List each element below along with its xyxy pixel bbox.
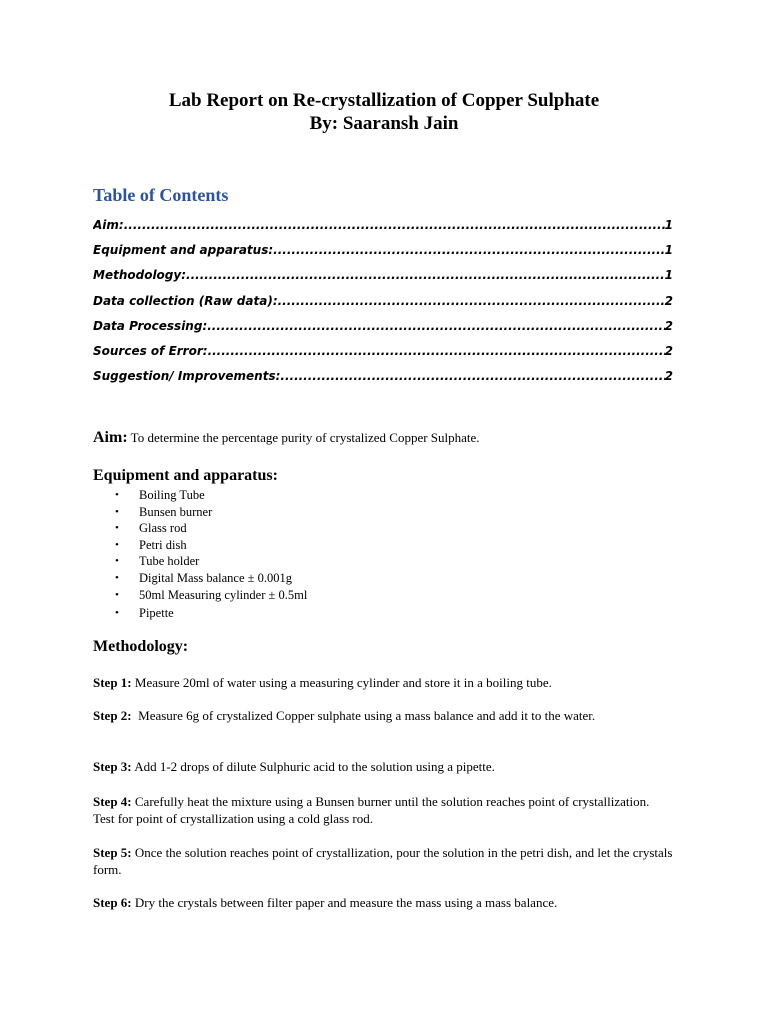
toc-entry-label: Sources of Error: — [93, 343, 208, 358]
equipment-item-label: Digital Mass balance ± 0.001g — [139, 570, 293, 585]
equipment-item — [93, 605, 307, 622]
equipment-item — [93, 504, 307, 521]
step-text: Measure 20ml of water using a measuring cylinder and store it in a boiling tube. — [134, 675, 552, 690]
equipment-item — [93, 570, 307, 587]
bullet-icon: • — [115, 538, 119, 551]
toc-entry[interactable] — [93, 241, 673, 266]
step-text: Measure 6g of crystalized Copper sulphate using a mass balance and add it to the water. — [138, 708, 596, 723]
bullet-icon: • — [115, 505, 119, 518]
toc-entry[interactable] — [93, 317, 673, 342]
step-label: Step 2: — [93, 708, 132, 723]
step-text: Carefully heat the mixture using a Bunsen burner until the solution reaches point of crystallization. Test for point of crystallization using a cold glass rod. — [93, 794, 650, 826]
equipment-item-label: Boiling Tube — [139, 488, 205, 502]
step-label: Step 5: — [93, 845, 132, 860]
bullet-icon: • — [115, 522, 119, 535]
step-label: Step 1: — [93, 675, 132, 690]
toc-dot-leader — [207, 317, 664, 335]
bullet-icon: • — [115, 588, 119, 601]
toc-dot-leader — [278, 292, 665, 310]
bullet-icon: • — [115, 555, 119, 568]
equipment-item-label: 50ml Measuring cylinder ± 0.5ml — [139, 587, 308, 602]
toc-entry-page: 1 — [664, 243, 673, 258]
equipment-item-label: Tube holder — [139, 554, 200, 569]
equipment-item — [93, 587, 307, 604]
method-step — [93, 708, 673, 725]
bullet-icon: • — [115, 571, 119, 584]
equipment-item — [93, 520, 307, 537]
step-text: Once the solution reaches point of crystallization, pour the solution in the petri dish, and let the crystals form. — [93, 845, 673, 877]
method-step — [93, 845, 673, 878]
step-text: Dry the crystals between filter paper and measure the mass using a mass balance. — [134, 895, 558, 910]
method-step — [93, 895, 673, 912]
toc-dot-leader — [208, 342, 665, 360]
methodology-heading: Methodology: — [93, 638, 189, 655]
equipment-item-label: Petri dish — [139, 537, 187, 552]
equipment-item — [93, 553, 307, 570]
toc-entry-label: Aim: — [93, 218, 124, 232]
step-label: Step 4: — [93, 794, 132, 809]
bullet-icon: • — [115, 606, 119, 619]
bullet-icon: • — [115, 489, 119, 501]
equipment-item-label: Pipette — [139, 605, 174, 620]
toc-entry[interactable] — [93, 266, 673, 291]
toc-dot-leader — [273, 241, 664, 259]
toc-entry-page: 1 — [664, 268, 673, 283]
equipment-item — [93, 487, 307, 504]
toc-entry-label: Equipment and apparatus: — [93, 243, 274, 258]
toc-dot-leader — [124, 216, 665, 234]
table-of-contents — [93, 216, 673, 392]
toc-entry-page: 2 — [664, 293, 673, 308]
toc-entry-label: Data Processing: — [93, 318, 208, 333]
aim-text: To determine the percentage purity of crystalized Copper Sulphate. — [130, 430, 480, 445]
toc-dot-leader — [186, 266, 665, 284]
equipment-item — [93, 537, 307, 554]
equipment-heading: Equipment and apparatus: — [93, 467, 278, 484]
step-label: Step 6: — [93, 895, 132, 910]
toc-entry-page: 2 — [664, 369, 673, 384]
toc-entry[interactable] — [93, 216, 673, 241]
equipment-item-label: Glass rod — [139, 521, 187, 536]
toc-entry[interactable] — [93, 367, 673, 392]
toc-entry[interactable] — [93, 292, 673, 317]
toc-entry-page: 2 — [664, 343, 673, 358]
method-step — [93, 794, 673, 827]
toc-entry-label: Methodology: — [93, 268, 187, 283]
method-step — [93, 675, 673, 692]
toc-entry[interactable] — [93, 342, 673, 367]
report-title: Lab Report on Re-crystallization of Copper Sulphate — [168, 90, 600, 111]
equipment-item-label: Bunsen burner — [139, 504, 213, 519]
step-text: Add 1-2 drops of dilute Sulphuric acid to the solution using a pipette. — [134, 759, 495, 774]
toc-heading: Table of Contents — [93, 185, 229, 205]
toc-entry-page: 2 — [664, 318, 673, 333]
toc-dot-leader — [280, 367, 664, 385]
toc-entry-label: Data collection (Raw data): — [93, 293, 278, 308]
toc-entry-label: Suggestion/ Improvements: — [93, 369, 281, 384]
aim-label: Aim: — [93, 429, 128, 446]
report-author: By: Saaransh Jain — [309, 113, 459, 134]
step-label: Step 3: — [93, 759, 132, 774]
method-step — [93, 759, 673, 776]
toc-entry-page: 1 — [664, 218, 673, 232]
equipment-list — [93, 487, 307, 621]
aim-paragraph — [93, 429, 480, 447]
